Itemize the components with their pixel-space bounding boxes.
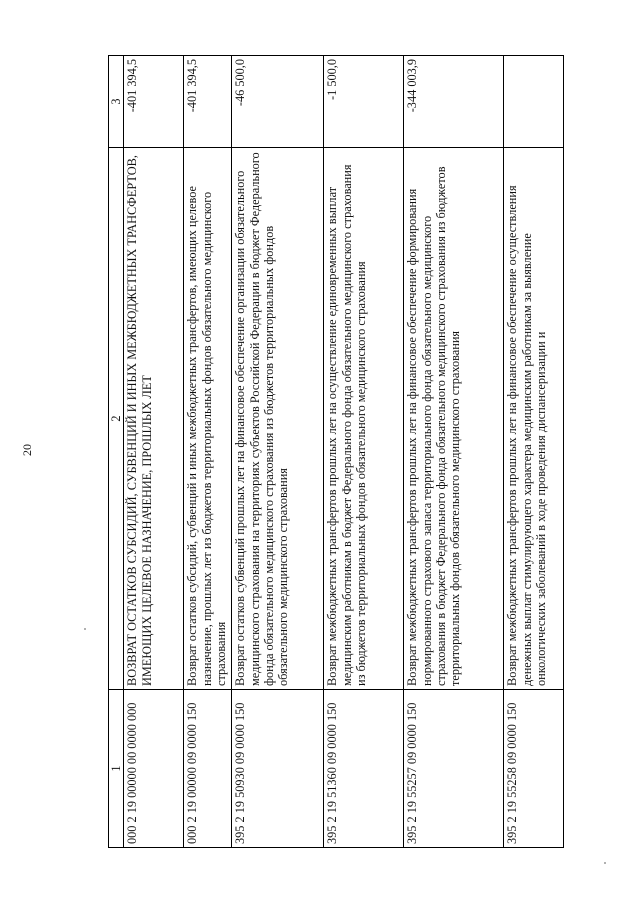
row-code: 395 2 19 51360 09 0000 150 [324, 690, 404, 848]
row-description: Возврат межбюджетных трансфертов прошлых лет на финансовое обеспечение формирования нормированного страхового запаса территориального фонда обязательного медицинского страхования в бюджет Федерального фонда обязательного медицинского страхования из бюджетов территориальных фондов обязательного медицинского страхования [404, 148, 504, 690]
scan-speck [84, 628, 86, 630]
header-col-2: 2 [109, 148, 124, 690]
row-code: 395 2 19 50930 09 0000 150 [232, 690, 324, 848]
rotated-table-container [108, 56, 548, 848]
row-description: Возврат остатков субвенций прошлых лет на финансовое обеспечение организации обязательного медицинского страхования на территориях субъектов Российской Федерации в бюджет Федерального фонда обязательного медицинского страхования из бюджетов территориальных фондов обязательного медицинского страхования [232, 148, 324, 690]
row-amount: -1 500,0 [324, 56, 404, 148]
row-description: Возврат межбюджетных трансфертов прошлых лет на осуществление единовременных выплат медицинским работникам в бюджет Федерального фонда обязательного медицинского страхования из бюджетов территориальных фондов обязательного медицинского страхования [324, 148, 404, 690]
row-description: Возврат остатков субсидий, субвенций и иных межбюджетных трансфертов, имеющих целевое назначение, прошлых лет из бюджетов территориальных фондов обязательного медицинского страхования [184, 148, 232, 690]
row-amount: -46 500,0 [232, 56, 324, 148]
header-col-3: 3 [109, 56, 124, 148]
row-amount: -344 003,9 [404, 56, 504, 148]
scan-speck [604, 862, 606, 864]
table-row [404, 56, 504, 848]
table-row [124, 56, 184, 848]
row-code: 395 2 19 55257 09 0000 150 [404, 690, 504, 848]
table-row [232, 56, 324, 848]
row-amount: -401 394,5 [184, 56, 232, 148]
row-description: Возврат межбюджетных трансфертов прошлых лет на финансовое обеспечение осуществления денежных выплат стимулирующего характера медицинским работникам за выявление онкологических заболеваний в ходе проведения диспансеризации и [504, 148, 564, 690]
header-row [109, 56, 124, 848]
table-row [504, 56, 564, 848]
row-description: ВОЗВРАТ ОСТАТКОВ СУБСИДИЙ, СУБВЕНЦИЙ И ИНЫХ МЕЖБЮДЖЕТНЫХ ТРАНСФЕРТОВ, ИМЕЮЩИХ ЦЕЛЕВОЕ НАЗНАЧЕНИЕ, ПРОШЛЫХ ЛЕТ [124, 148, 184, 690]
table-row [184, 56, 232, 848]
row-code: 000 2 19 00000 00 0000 000 [124, 690, 184, 848]
row-amount: -401 394,5 [124, 56, 184, 148]
page-number: 20 [20, 444, 34, 456]
budget-table [108, 55, 564, 848]
row-code: 395 2 19 55258 09 0000 150 [504, 690, 564, 848]
header-col-1: 1 [109, 690, 124, 848]
table-row [324, 56, 404, 848]
row-amount [504, 56, 564, 148]
row-code: 000 2 19 00000 09 0000 150 [184, 690, 232, 848]
